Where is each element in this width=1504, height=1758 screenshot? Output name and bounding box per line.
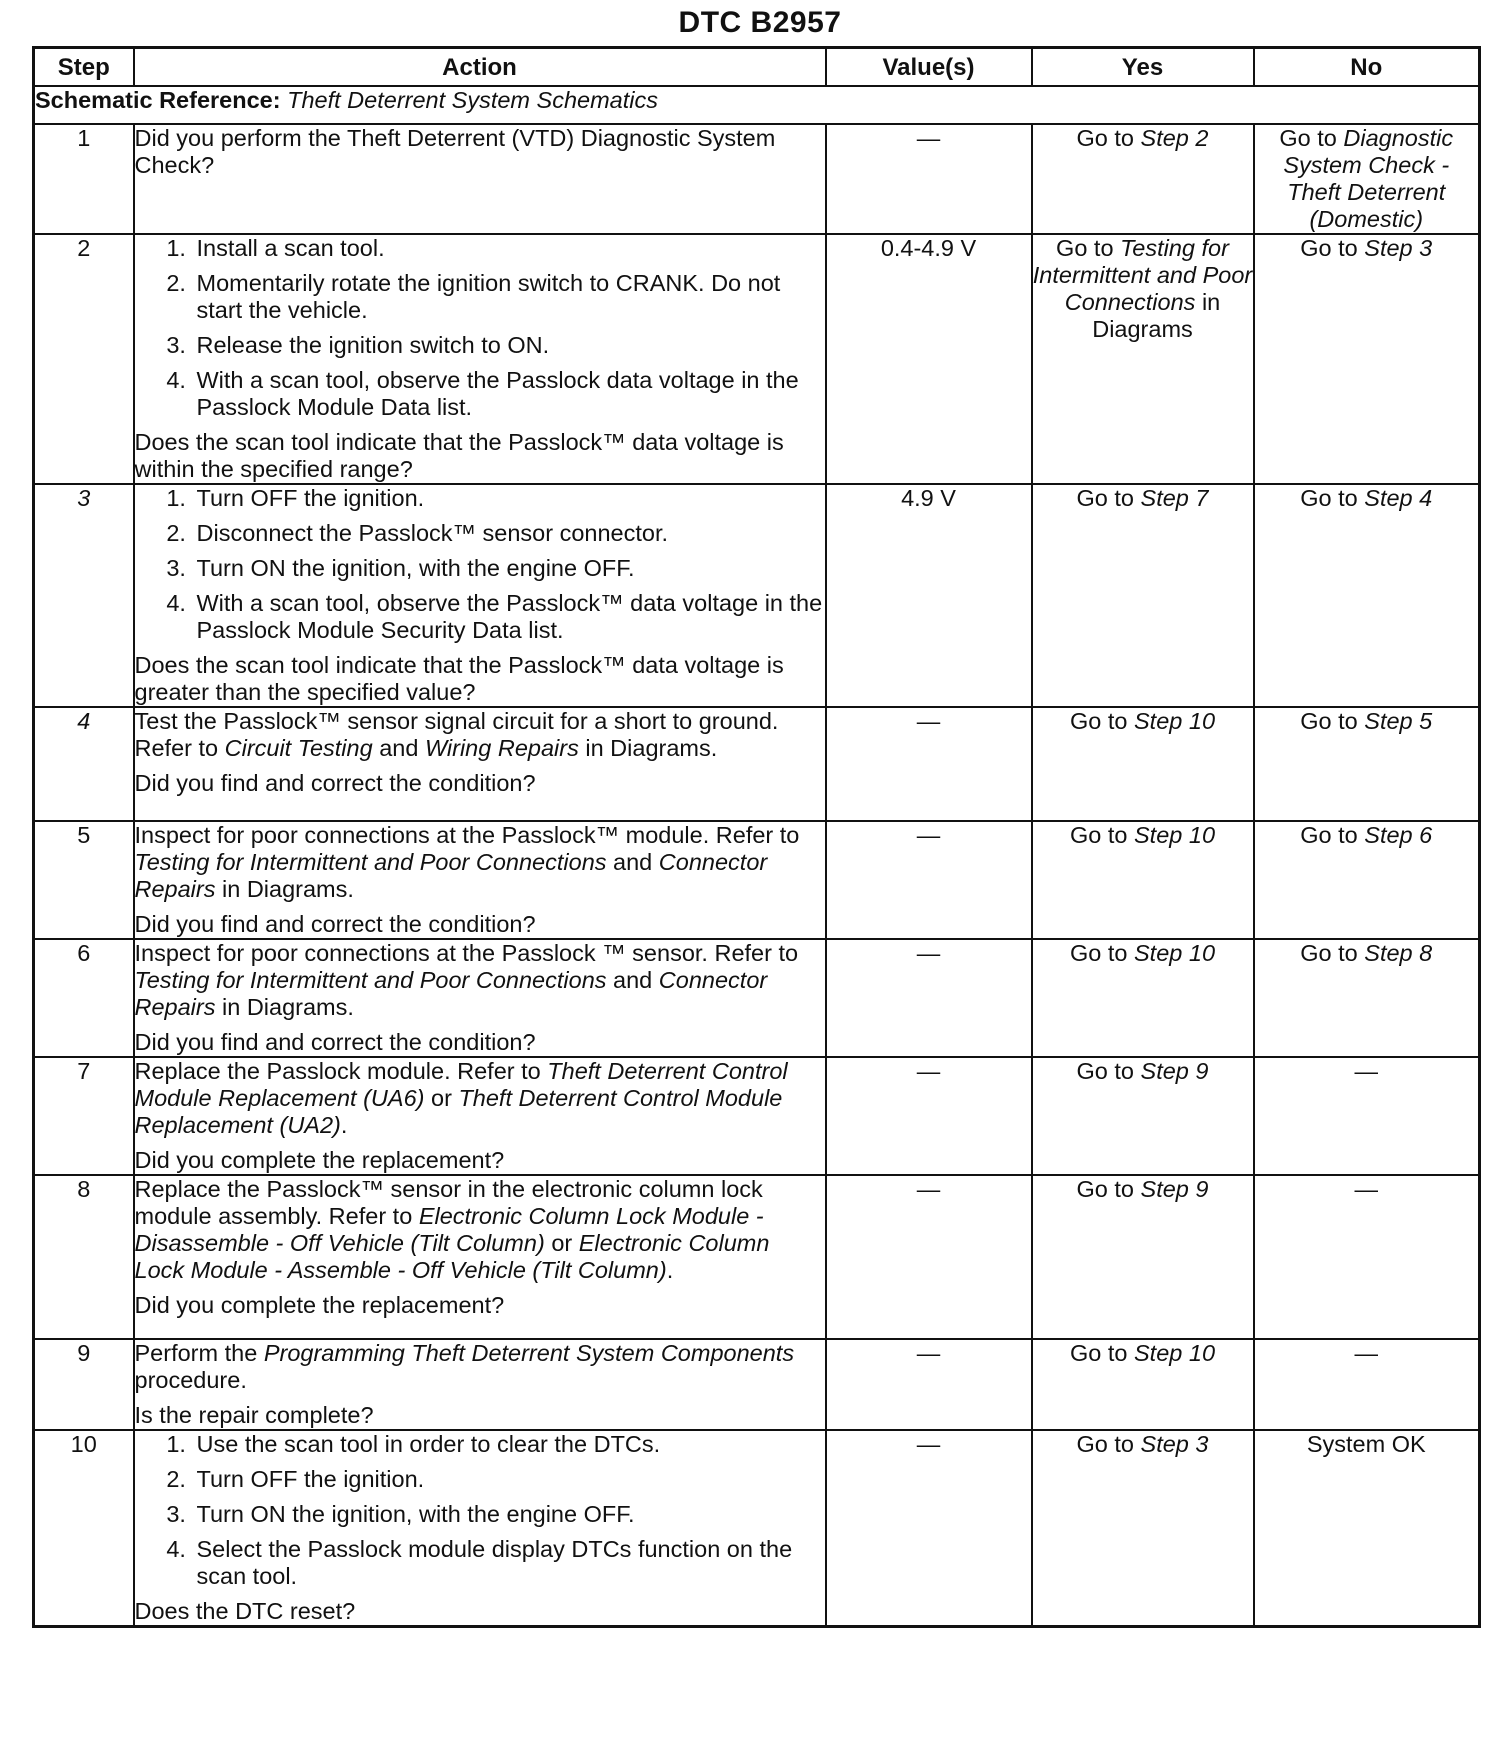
step-question: Did you complete the replacement? xyxy=(134,1147,505,1173)
instruction-text: Inspect for poor connections at the Passlock ™ sensor. Refer to xyxy=(134,940,799,966)
step-action xyxy=(134,1175,826,1339)
reference-link[interactable]: Circuit Testing xyxy=(224,735,373,761)
step-question: Does the scan tool indicate that the Passlock™ data voltage is greater than the specified value? xyxy=(134,652,784,705)
header-no: No xyxy=(1254,48,1480,87)
step-value: — xyxy=(826,1057,1032,1175)
schematic-reference-row xyxy=(34,86,1480,124)
step-row-5 xyxy=(34,821,1480,939)
reference-link[interactable]: Connector Repairs xyxy=(134,967,768,1020)
step-action xyxy=(134,1339,826,1430)
header-step: Step xyxy=(34,48,134,87)
step-action xyxy=(134,1057,826,1175)
step-yes xyxy=(1032,1057,1254,1175)
step-no xyxy=(1254,484,1480,707)
step-yes xyxy=(1032,939,1254,1057)
step-number: 7 xyxy=(34,1057,134,1175)
goto-text: Go to xyxy=(1300,235,1358,261)
instruction-text: . xyxy=(666,1257,674,1283)
step-no: — xyxy=(1254,1175,1480,1339)
step-yes xyxy=(1032,124,1254,234)
no-link[interactable]: Diagnostic System Check - Theft Deterrent (Domestic) xyxy=(1283,125,1454,232)
goto-text: Go to xyxy=(1076,125,1134,151)
step-row-7 xyxy=(34,1057,1480,1175)
substep-list xyxy=(135,235,825,421)
yes-link[interactable]: Step 10 xyxy=(1134,822,1216,848)
step-instruction xyxy=(135,822,825,903)
no-link[interactable]: Step 6 xyxy=(1364,822,1433,848)
instruction-text: Perform the xyxy=(134,1340,258,1366)
step-number: 9 xyxy=(34,1339,134,1430)
step-yes xyxy=(1032,1175,1254,1339)
instruction-text: Replace the Passlock module. Refer to xyxy=(134,1058,541,1084)
substep-list xyxy=(135,1431,825,1590)
dtc-table xyxy=(32,46,1481,1628)
goto-text: Go to xyxy=(1069,708,1128,734)
instruction-text: . xyxy=(340,1112,348,1138)
goto-text: Go to xyxy=(1076,1431,1134,1457)
schematic-link[interactable]: Theft Deterrent System Schematics xyxy=(287,87,658,113)
instruction-text: and xyxy=(613,849,653,875)
step-row-1 xyxy=(34,124,1480,234)
header-yes: Yes xyxy=(1032,48,1254,87)
goto-text: Go to xyxy=(1069,940,1128,966)
instruction-text: and xyxy=(613,967,653,993)
step-yes xyxy=(1032,484,1254,707)
substep: 1. Use the scan tool in order to clear the DTCs. xyxy=(193,1431,825,1458)
step-question: Did you find and correct the condition? xyxy=(134,1029,536,1055)
yes-link[interactable]: Step 7 xyxy=(1140,485,1209,511)
reference-link[interactable]: Wiring Repairs xyxy=(424,735,579,761)
substep: 1. Install a scan tool. xyxy=(193,235,825,262)
goto-text: Go to xyxy=(1069,1340,1128,1366)
instruction-text: or xyxy=(551,1230,573,1256)
step-question: Does the scan tool indicate that the Passlock™ data voltage is within the specified range? xyxy=(134,429,784,482)
reference-link[interactable]: Programming Theft Deterrent System Components xyxy=(263,1340,795,1366)
substep: 4. Select the Passlock module display DTCs function on the scan tool. xyxy=(193,1536,825,1590)
goto-text: Go to xyxy=(1056,235,1114,261)
instruction-text: procedure. xyxy=(134,1367,247,1393)
step-row-3 xyxy=(34,484,1480,707)
goto-text: Go to xyxy=(1076,1058,1134,1084)
step-question: Did you find and correct the condition? xyxy=(134,770,536,796)
step-instruction xyxy=(135,1176,825,1284)
instruction-text: Test the Passlock™ sensor signal circuit for a short to ground. Refer to xyxy=(134,708,779,761)
reference-link[interactable]: Theft Deterrent Control Module Replacement (UA6) xyxy=(134,1058,788,1111)
no-link[interactable]: Step 8 xyxy=(1364,940,1433,966)
substep: 3. Turn ON the ignition, with the engine OFF. xyxy=(193,555,825,582)
goto-text: Go to xyxy=(1300,940,1358,966)
no-link[interactable]: Step 4 xyxy=(1364,485,1433,511)
step-yes xyxy=(1032,1339,1254,1430)
instruction-text: in Diagrams. xyxy=(222,876,354,902)
step-question: Does the DTC reset? xyxy=(134,1598,356,1624)
yes-link[interactable]: Step 10 xyxy=(1134,1340,1216,1366)
yes-link[interactable]: Step 10 xyxy=(1134,708,1216,734)
step-action xyxy=(134,234,826,484)
substep: 3. Turn ON the ignition, with the engine OFF. xyxy=(193,1501,825,1528)
yes-link[interactable]: Step 9 xyxy=(1140,1058,1209,1084)
goto-text: Go to xyxy=(1300,485,1358,511)
substep: 4. With a scan tool, observe the Passlock data voltage in the Passlock Module Data list. xyxy=(193,367,825,421)
step-question: Is the repair complete? xyxy=(134,1402,374,1428)
goto-text: Go to xyxy=(1069,822,1128,848)
substep: 2. Disconnect the Passlock™ sensor connector. xyxy=(193,520,825,547)
yes-suffix: in Diagrams xyxy=(1092,289,1221,342)
step-action xyxy=(134,484,826,707)
step-number: 10 xyxy=(34,1430,134,1627)
reference-link[interactable]: Electronic Column Lock Module - Disassemble - Off Vehicle (Tilt Column) xyxy=(134,1203,764,1256)
step-number: 4 xyxy=(34,707,134,821)
header-row xyxy=(34,48,1480,87)
step-number: 6 xyxy=(34,939,134,1057)
step-value: — xyxy=(826,1430,1032,1627)
step-no: System OK xyxy=(1254,1430,1480,1627)
step-value: — xyxy=(826,939,1032,1057)
step-row-2 xyxy=(34,234,1480,484)
no-link[interactable]: Step 5 xyxy=(1364,708,1433,734)
goto-text: Go to xyxy=(1076,485,1134,511)
step-instruction xyxy=(135,1058,825,1139)
step-no xyxy=(1254,234,1480,484)
substep: 4. With a scan tool, observe the Passlock™ data voltage in the Passlock Module Security Data list. xyxy=(193,590,825,644)
yes-link[interactable]: Testing for Intermittent and Poor Connections xyxy=(1032,235,1253,315)
header-values: Value(s) xyxy=(826,48,1032,87)
step-action xyxy=(134,707,826,821)
reference-link[interactable]: Connector Repairs xyxy=(134,849,768,902)
step-value: — xyxy=(826,1339,1032,1430)
step-number: 2 xyxy=(34,234,134,484)
step-yes xyxy=(1032,821,1254,939)
step-value: 0.4-4.9 V xyxy=(826,234,1032,484)
goto-text: Go to xyxy=(1076,1176,1134,1202)
header-action: Action xyxy=(134,48,826,87)
step-question: Did you find and correct the condition? xyxy=(134,911,536,937)
step-no xyxy=(1254,124,1480,234)
instruction-text: and xyxy=(379,735,419,761)
step-row-6 xyxy=(34,939,1480,1057)
step-number: 5 xyxy=(34,821,134,939)
reference-link[interactable]: Electronic Column Lock Module - Assemble - Off Vehicle (Tilt Column) xyxy=(134,1230,770,1283)
step-instruction xyxy=(135,1340,825,1394)
step-number: 8 xyxy=(34,1175,134,1339)
page-title: DTC B2957 xyxy=(678,6,842,39)
step-question: Did you perform the Theft Deterrent (VTD) Diagnostic System Check? xyxy=(134,125,776,178)
yes-link[interactable]: Step 2 xyxy=(1140,125,1209,151)
goto-text: Go to xyxy=(1279,125,1337,151)
step-value: — xyxy=(826,707,1032,821)
instruction-text: Inspect for poor connections at the Passlock™ module. Refer to xyxy=(134,822,800,848)
step-number: 3 xyxy=(34,484,134,707)
substep: 2. Momentarily rotate the ignition switch to CRANK. Do not start the vehicle. xyxy=(193,270,825,324)
substep-list xyxy=(135,485,825,644)
step-row-9 xyxy=(34,1339,1480,1430)
step-yes xyxy=(1032,707,1254,821)
no-link[interactable]: Step 3 xyxy=(1364,235,1433,261)
step-value: 4.9 V xyxy=(826,484,1032,707)
step-row-10 xyxy=(34,1430,1480,1627)
step-question: Did you complete the replacement? xyxy=(134,1292,505,1318)
step-row-8 xyxy=(34,1175,1480,1339)
step-no: — xyxy=(1254,1057,1480,1175)
schematic-reference xyxy=(34,86,1480,124)
step-instruction xyxy=(135,708,825,762)
step-value: — xyxy=(826,124,1032,234)
yes-link[interactable]: Step 9 xyxy=(1140,1176,1209,1202)
instruction-text: or xyxy=(431,1085,452,1111)
step-action xyxy=(134,124,826,234)
goto-text: Go to xyxy=(1300,822,1358,848)
step-no xyxy=(1254,707,1480,821)
step-action xyxy=(134,1430,826,1627)
step-action xyxy=(134,821,826,939)
substep: 2. Turn OFF the ignition. xyxy=(193,1466,825,1493)
instruction-text: Replace the Passlock™ sensor in the electronic column lock module assembly. Refer to xyxy=(134,1176,763,1229)
step-no xyxy=(1254,821,1480,939)
step-action xyxy=(134,939,826,1057)
step-row-4 xyxy=(34,707,1480,821)
instruction-text: in Diagrams. xyxy=(222,994,354,1020)
step-number: 1 xyxy=(34,124,134,234)
substep: 1. Turn OFF the ignition. xyxy=(193,485,825,512)
substep: 3. Release the ignition switch to ON. xyxy=(193,332,825,359)
step-value: — xyxy=(826,821,1032,939)
step-no: — xyxy=(1254,1339,1480,1430)
reference-link[interactable]: Testing for Intermittent and Poor Connections xyxy=(134,849,607,875)
step-value: — xyxy=(826,1175,1032,1339)
yes-link[interactable]: Step 10 xyxy=(1134,940,1216,966)
goto-text: Go to xyxy=(1300,708,1358,734)
step-no xyxy=(1254,939,1480,1057)
reference-link[interactable]: Testing for Intermittent and Poor Connections xyxy=(134,967,607,993)
step-instruction xyxy=(135,940,825,1021)
yes-link[interactable]: Step 3 xyxy=(1140,1431,1209,1457)
step-yes xyxy=(1032,234,1254,484)
schematic-label: Schematic Reference: xyxy=(35,87,281,113)
reference-link[interactable]: Theft Deterrent Control Module Replacement (UA2) xyxy=(134,1085,783,1138)
step-yes xyxy=(1032,1430,1254,1627)
instruction-text: in Diagrams. xyxy=(585,735,718,761)
